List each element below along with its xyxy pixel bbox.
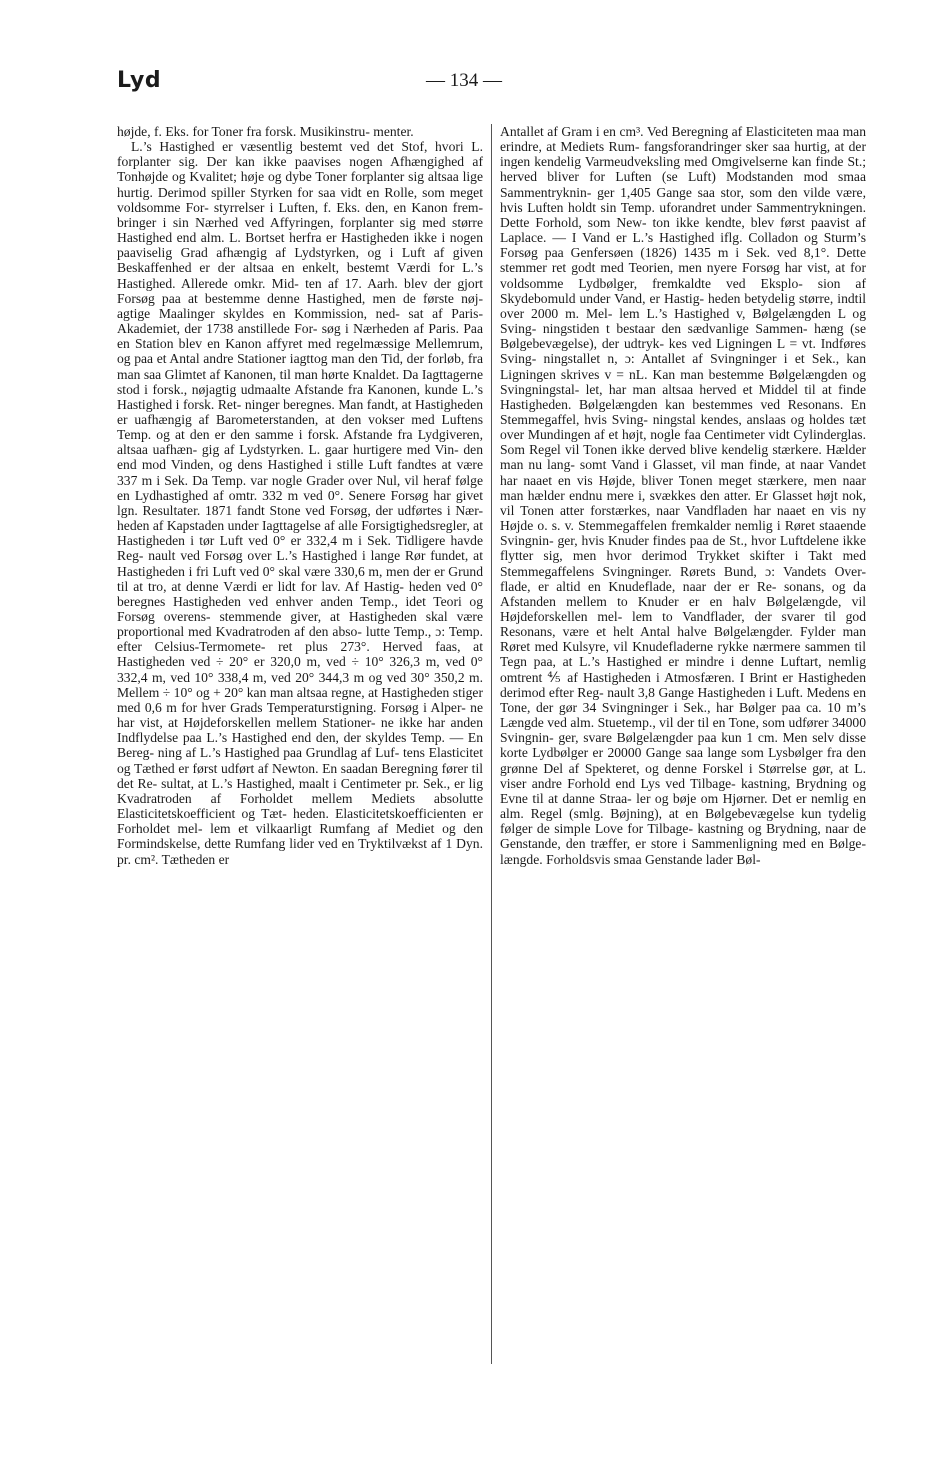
paragraph: L.’s Hastighed er væsentlig bestemt ved det Stof, hvori L. forplanter sig. Der kan ikke paavises nogen Afhængighed af Tonhøjde og Kvalitet; høje og dybe Toner forplanter sig altsaa lige hurtig. Derimod spiller Styrken for saa vidt en Rolle, som meget voldsomme For- styrrelser i Luften, f. Eks. den, en Kanon frem- bringer i sin Nærhed ved Affyringen, forplanter sig med større Hastighed end alm. L. Bortset herfra er Hastigheden ikke i nogen paaviselig Grad afhængig af Lydstyrken, og i Luft af given Beskaffenhed er der altsaa en enkelt, bestemt Værdi for L.’s Hastighed. Allerede omkr. Mid- ten af 17. Aarh. blev der gjort Forsøg paa at bestemme denne Hastighed, men de første nøj- agtige Maalinger skyldes en Kommission, ned- sat af Paris-Akademiet, der 1738 anstillede For- søg i Nærheden af Paris. Paa en Station blev en Kanon affyret med regelmæssige Mellemrum, og paa et Antal andre Stationer iagttog man den Tid, der forløb, fra man saa Glimtet af Kanonen, til man hørte Knaldet. Da Iagttagerne stod i forsk., nøjagtig udmaalte Afstande fra Kanonen, kunde L.’s Hastighed i forsk. Ret- ninger beregnes. Man fandt, at Hastigheden er uafhængig af Barometerstanden, at den vokser med Luftens Temp. og at den er den samme i forsk. Afstande fra Lydgiveren, altsaa uafhæn- gig af Lydstyrken. L. gaar hurtigere med Vin- den end mod Vinden, og dens Hastighed i stille Luft fandtes at være 337 m i Sek. Da Temp. var nogle Grader over Nul, vil heraf følge en Lydhastighed af omtr. 332 m ved 0°. Senere Forsøg har givet lgn. Resultater. 1871 fandt Stone ved Forsøg, der udførtes i Nær- heden af Kapstaden under Iagttagelse af alle Forsigtighedsregler, at Hastigheden i tør Luft ved 0° er 332,4 m i Sek. Tidligere havde Reg- nault ved Forsøg over L.’s Hastighed i lange Rør fundet, at Hastigheden i fri Luft ved 0° skal være 330,6 m, men der er Grund til at tro, at denne Værdi er lidt for lav. Af Hastig- heden ved 0° beregnes Hastigheden ved enhver anden Temp., idet Teori og Forsøg overens- stemmende giver, at Hastigheden skal være proportional med Kvadratroden af den abso- lutte Temp., ɔ: Temp. efter Celsius-Termomete- ret plus 273°. Herved faas, at Hastigheden ved ÷ 20° er 320,0 m, ved ÷ 10° 326,3 m, ved 0° 332,4 m, ved 10° 338,4 m, ved 20° 344,3 m og ved 30° 350,2 m. Mellem ÷ 10° og + 20° kan man altsaa regne, at Hastigheden stiger med 0,6 m for hver Grads Temperaturstigning. Forsøg i Alper- ne har vist, at Højdeforskellen mellem Stationer- ne ikke har anden Indflydelse paa L.’s Hastighed end den, der skyldes Temp. — En Bereg- ning af L.’s Hastighed paa Grundlag af Luf- tens Elasticitet og Tæthed er først udført af Newton. En saadan Beregning fører til det Re- sultat, at L.’s Hastighed, maalt i Centimeter pr. Sek., er lig Kvadratroden af Forholdet mellem Mediets absolutte Elasticitetskoefficient og Tæt- heden. Elasticitetskoefficienten er Forholdet mel- lem et vilkaarligt Rumfang af Mediet og den Formindskelse, dette Rumfang lider ved en Tryktilvækst af 1 Dyn. pr. cm². Tætheden er: [117, 139, 483, 867]
page-number: — 134 —: [426, 70, 502, 91]
column-divider: [491, 124, 492, 1364]
paragraph: højde, f. Eks. for Toner fra forsk. Musikinstru- menter.: [117, 124, 414, 139]
paragraph: Antallet af Gram i en cm³. Ved Beregning af Elasticiteten maa man erindre, at Mediets Rum- fangsforandringer sker saa hurtig, at der ingen kendelig Varmeudveksling med Omgivelserne kan finde St.; herved bliver for Luften (se Luft) Modstanden mod smaa Sammentryknin- ger 1,405 Gange saa stor, som den vilde være, hvis Luften holdt sin Temp. uforandret under Sammentrykningen. Dette Forhold, som New- ton ikke kendte, blev først paavist af Laplace. — I Vand er L.’s Hastighed iflg. Colladon og Sturm’s Forsøg paa Genfersøen (1826) 1435 m i Sek. ved 8,1°. Dette stemmer ret godt med Teorien, men nyere Forsøg har vist, at for voldsomme Lydbølger, fremkaldte ved Eksplo- sion af Skydebomuld under Vand, er Hastig- heden betydelig større, indtil over 2000 m. Mel- lem L.’s Hastighed v, Bølgelængden L og Sving- ningstiden t bestaar den sædvanlige Sammen- hæng (se Bølgebevægelse), der udtryk- kes ved Ligningen L = vt. Indføres Sving- ningstallet n, ɔ: Antallet af Svingninger i et Sek., kan Ligningen skrives v = nL. Kan man bestemme Bølgelængden og Svingningstal- let, har man altsaa herved et Middel til at finde Hastigheden. Bølgelængden kan bestemmes ved Resonans. En Stemmegaffel, hvis Sving- ningstal kendes, anslaas og holdes tæt over Mundingen af et højt, nogle faa Centimeter vidt Cylinderglas. Som Regel vil Tonen ikke derved blive kendelig stærkere. Hælder man nu lang- somt Vand i Glasset, vil man finde, at naar Vandet har naaet en vis Højde, bliver Tonen meget stærkere, men naar man hælder endnu mere i, svækkes den atter. Er Glasset højt nok, vil Tonen atter forstærkes, naar Vandfladen har naaet en vis ny Højde o. s. v. Stemmegaffelen fremkalder nemlig i Røret staaende Svingnin- ger, hvis Knuder findes paa de St., hvor Luftdelene ikke flytter sig, men hvor derimod Trykket skifter i Takt med Stemmegaffelens Svingninger. Rørets Bund, ɔ: Vandets Over- flade, er altid en Knudeflade, naar der er Re- sonans, og da Afstanden mellem to Knuder er en halv Bølgelængde, vil Højdeforskellen mel- lem to Vandflader, der svarer til god Resonans, være et helt Antal halve Bølgelængder. Fylder man Røret med Kulsyre, vil Knudefladerne rykke nærmere sammen til Tegn paa, at L.’s Hastighed er mindre i denne Luftart, nemlig omtrent ⅘ af Hastigheden i Atmosfæren. I Brint er Hastigheden derimod efter Reg- nault 3,8 Gange Hastigheden i Luft. Medens en Tone, der gør 34 Svingninger i Sek., har Bølger paa ca. 10 m’s Længde ved alm. Stuetemp., vil der til en Tone, som udfører 34000 Svingnin- ger, svare Bølgelængder paa kun 1 cm. Men selv disse korte Lydbølger er 20000 Gange saa lange som Lysbølger fra den grønne Del af Spekteret, og denne Forskel i Størrelse gør, at L. viser andre Forhold end Lys ved Tilbage- kastning, Brydning og Evne til at danne Straa- ler og bøje om Hjørner. Det er nemlig en alm. Regel (smlg. Bøjning), at en Bølgebevægelse kun tydelig følger de simple Love for Tilbage- kastning og Brydning, naar de Genstande, den træffer, er store i Sammenligning med en Bølge- længde. Forholdsvis smaa Genstande lader Bøl-: [500, 124, 866, 867]
left-text-column: [117, 124, 483, 867]
right-text-column: [500, 124, 866, 867]
page-title: Lyd: [117, 68, 162, 93]
page-header: [0, 0, 928, 110]
